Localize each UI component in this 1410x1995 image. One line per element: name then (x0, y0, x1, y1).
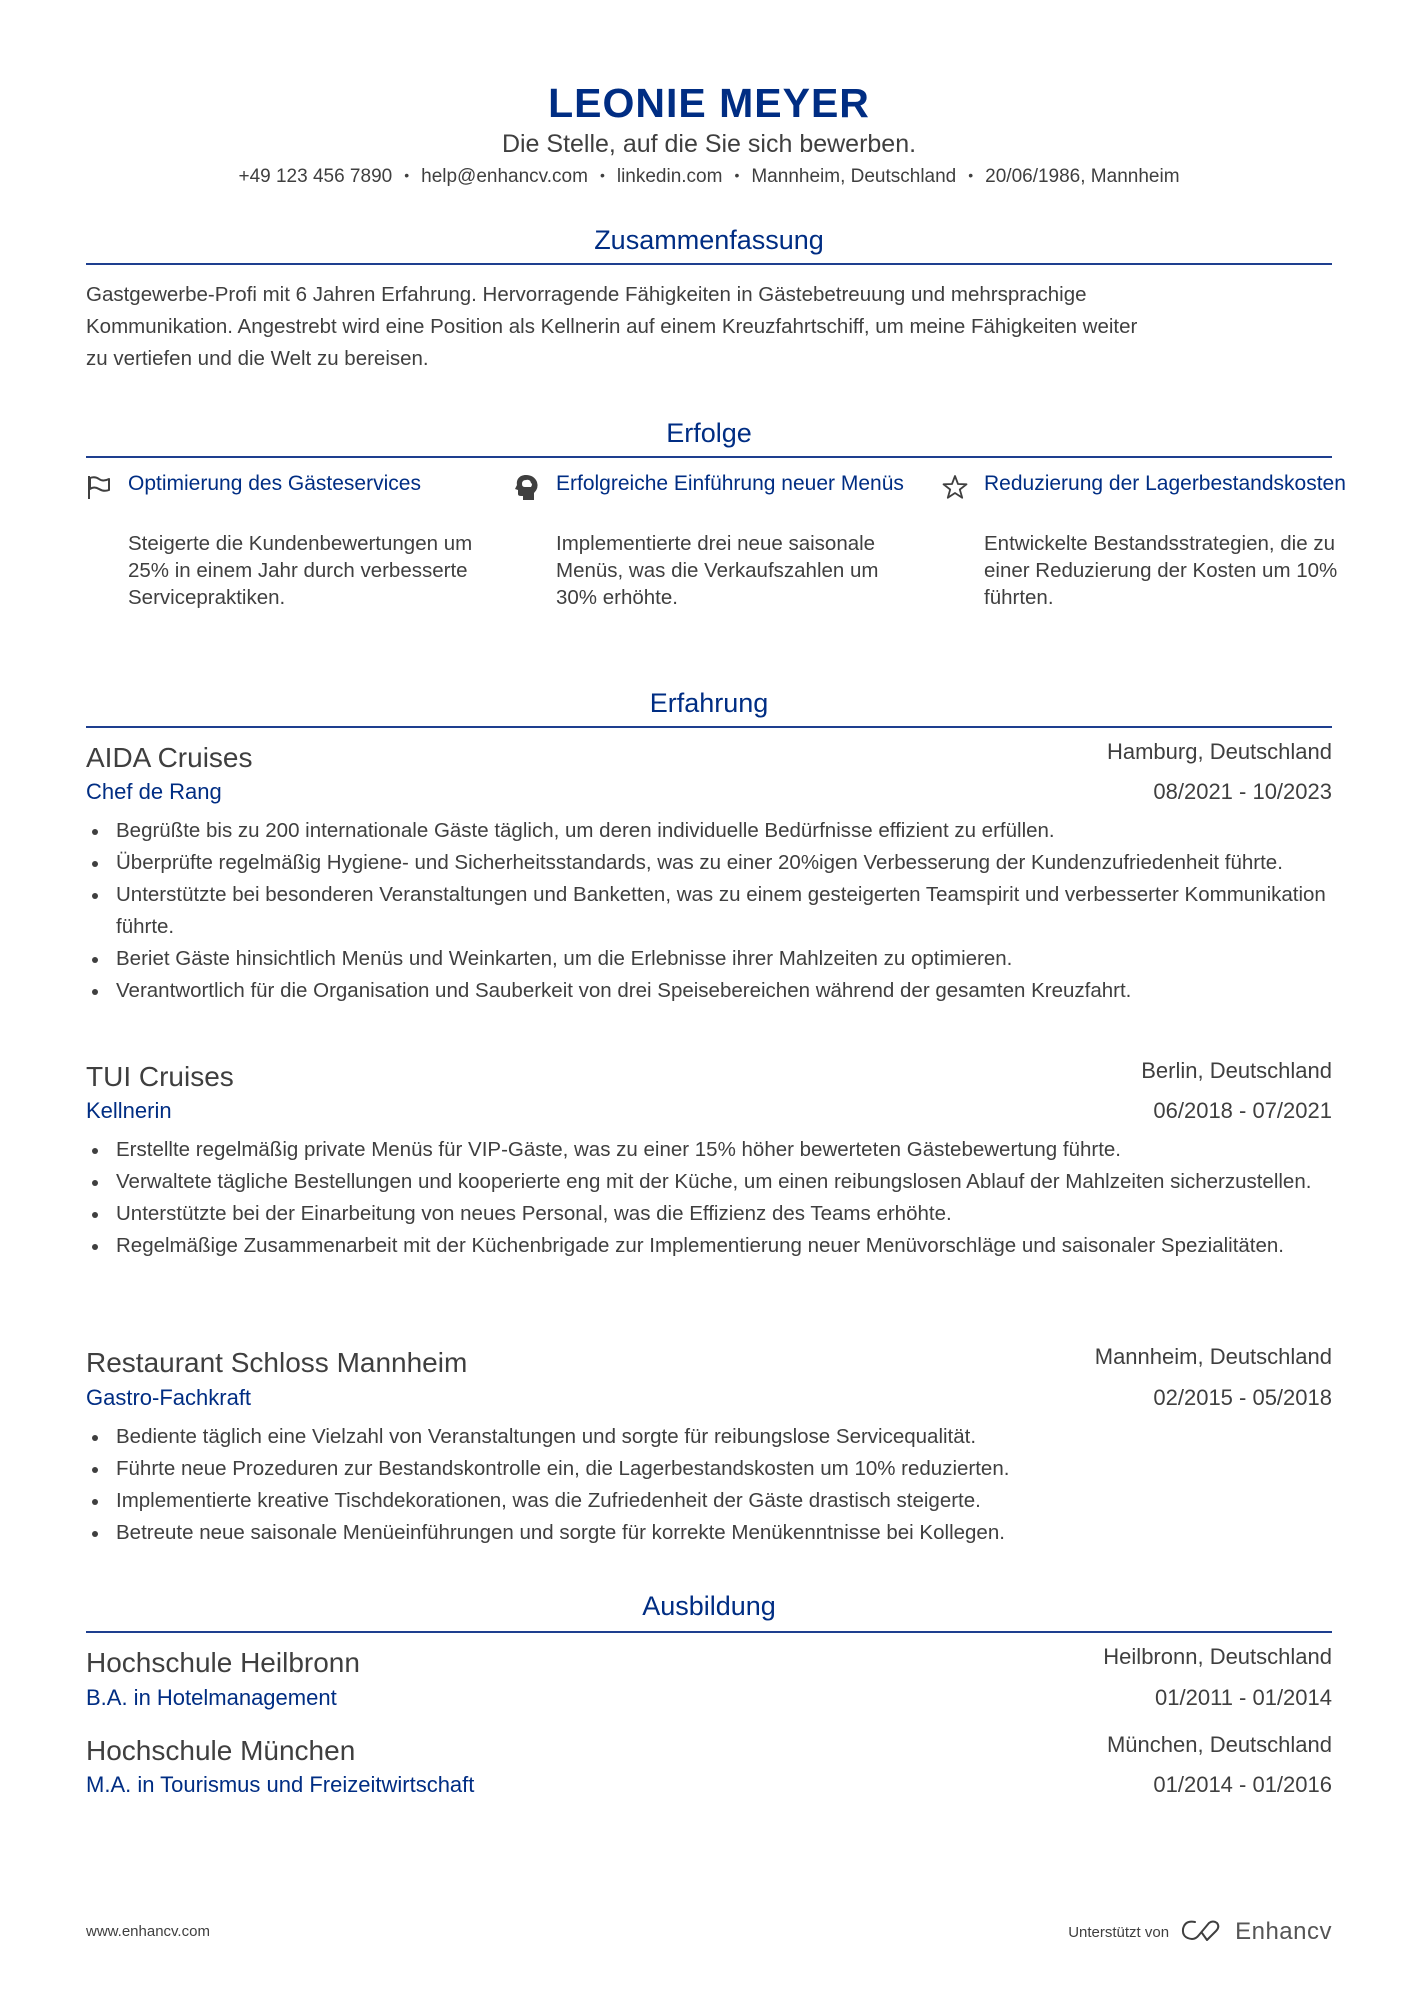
job-bullets (86, 1134, 1332, 1262)
achievement-title: Reduzierung der Lagerbestandskosten (984, 472, 1346, 495)
bullet-item: Überprüfte regelmäßig Hygiene- und Sicherheitsstandards, was zu einer 20%igen Verbesserung der Kundenzufriedenheit führte. (86, 847, 1332, 879)
job-company: Restaurant Schloss Mannheim (86, 1347, 468, 1378)
bullet-dot (92, 829, 98, 835)
bullet-item: Verantwortlich für die Organisation und Sauberkeit von drei Speisebereichen während der gesamten Kreuzfahrt. (86, 975, 1332, 1007)
job-dates: 08/2021 - 10/2023 (1153, 779, 1332, 804)
education-location: Heilbronn, Deutschland (1103, 1644, 1332, 1669)
bullet-dot (92, 1148, 98, 1154)
bullet-dot (92, 1499, 98, 1505)
bullet-item: Unterstützte bei der Einarbeitung von neues Personal, was die Effizienz des Teams erhöhte. (86, 1198, 1332, 1230)
job-dates: 06/2018 - 07/2021 (1153, 1098, 1332, 1123)
bullet-dot (92, 893, 98, 899)
bullet-dot (92, 1180, 98, 1186)
job-role: Chef de Rang (86, 779, 222, 804)
enhancv-logo-icon (1179, 1918, 1225, 1946)
achievement-description: Entwickelte Bestandsstrategien, die zu einer Reduzierung der Kosten um 10% führten. (984, 532, 1338, 609)
bullet-item: Beriet Gäste hinsichtlich Menüs und Weinkarten, um die Erlebnisse ihrer Mahlzeiten zu optimieren. (86, 943, 1332, 975)
job-location: Hamburg, Deutschland (1106, 739, 1332, 764)
candidate-name: LEONIE MEYER (548, 80, 870, 126)
education-dates: 01/2011 - 01/2014 (1155, 1685, 1332, 1710)
contact-linkedin[interactable]: linkedin.com (616, 166, 723, 187)
achievement-title: Optimierung des Gästeservices (128, 472, 421, 495)
contact-email[interactable]: help@enhancv.com (421, 166, 588, 187)
star-icon (942, 474, 968, 500)
powered-by-label: Unterstützt von (1068, 1923, 1170, 1941)
section-divider (86, 263, 1332, 265)
bullet-dot (92, 1531, 98, 1537)
summary-text (86, 279, 1137, 375)
job-company: TUI Cruises (86, 1061, 234, 1092)
education-degree: B.A. in Hotelmanagement (86, 1685, 337, 1710)
education-school: Hochschule München (86, 1735, 356, 1766)
flag-icon (86, 474, 112, 500)
bullet-item: Bediente täglich eine Vielzahl von Veranstaltungen und sorgte für reibungslose Servicequalität. (86, 1421, 1332, 1453)
bullet-item: Unterstützte bei besonderen Veranstaltungen und Banketten, was zu einem gesteigerten Teamspirit und verbesserter Kommunikation führte. (86, 879, 1332, 943)
section-divider (86, 726, 1332, 728)
contact-location: Mannheim, Deutschland (751, 166, 957, 187)
bullet-item: Implementierte kreative Tischdekorationen, was die Zufriedenheit der Gäste drastisch steigerte. (86, 1485, 1332, 1517)
head-brain-icon (514, 474, 540, 500)
bullet-item: Verwaltete tägliche Bestellungen und kooperierte eng mit der Küche, um einen reibungslosen Ablauf der Mahlzeiten sicherzustellen. (86, 1166, 1332, 1198)
section-divider (86, 456, 1332, 458)
bullet-item: Betreute neue saisonale Menüeinführungen und sorgte für korrekte Menükenntnisse bei Kollegen. (86, 1517, 1332, 1549)
section-title-summary: Zusammenfassung (594, 225, 824, 255)
brand-name: Enhancv (1235, 1918, 1332, 1945)
resume-page (86, 0, 1346, 1995)
education-location: München, Deutschland (1106, 1732, 1332, 1757)
education-dates: 01/2014 - 01/2016 (1153, 1772, 1332, 1797)
separator: • (599, 167, 605, 183)
summary-line: Kommunikation. Angestrebt wird eine Position als Kellnerin auf einem Kreuzfahrtschiff, um meine Fähigkeiten weiter (86, 315, 1138, 338)
achievement-description: Steigerte die Kundenbewertungen um 25% in einem Jahr durch verbesserte Servicepraktiken. (128, 532, 473, 609)
contact-row (86, 165, 1332, 189)
separator: • (404, 167, 410, 183)
footer-branding (1068, 1915, 1332, 1949)
footer-website[interactable]: www.enhancv.com (86, 1923, 210, 1940)
job-location: Mannheim, Deutschland (1094, 1344, 1332, 1369)
bullet-dot (92, 1435, 98, 1441)
job-role: Kellnerin (86, 1098, 172, 1123)
job-dates: 02/2015 - 05/2018 (1153, 1385, 1332, 1410)
achievement-title: Erfolgreiche Einführung neuer Menüs (556, 472, 904, 495)
bullet-item: Regelmäßige Zusammenarbeit mit der Küchenbrigade zur Implementierung neuer Menüvorschläge und saisonaler Spezialitäten. (86, 1230, 1332, 1262)
bullet-dot (92, 1467, 98, 1473)
section-title-experience: Erfahrung (649, 688, 769, 718)
bullet-dot (92, 1244, 98, 1250)
section-title-education: Ausbildung (642, 1591, 776, 1621)
section-divider (86, 1631, 1332, 1633)
job-location: Berlin, Deutschland (1141, 1058, 1332, 1083)
job-bullets (86, 815, 1332, 1007)
contact-birth: 20/06/1986, Mannheim (985, 166, 1180, 187)
summary-line: zu vertiefen und die Welt zu bereisen. (86, 347, 429, 370)
education-degree: M.A. in Tourismus und Freizeitwirtschaft (86, 1772, 475, 1797)
bullet-item: Erstellte regelmäßig private Menüs für VIP-Gäste, was zu einer 15% höher bewerteten Gästebewertung führte. (86, 1134, 1332, 1166)
separator: • (734, 167, 740, 183)
job-company: AIDA Cruises (86, 742, 253, 773)
summary-line: Gastgewerbe-Profi mit 6 Jahren Erfahrung. Hervorragende Fähigkeiten in Gästebetreuung und mehrsprachige (86, 283, 1087, 306)
bullet-item: Begrüßte bis zu 200 internationale Gäste täglich, um deren individuelle Bedürfnisse effizient zu erfüllen. (86, 815, 1332, 847)
bullet-dot (92, 861, 98, 867)
job-bullets (86, 1421, 1332, 1549)
job-title: Die Stelle, auf die Sie sich bewerben. (501, 130, 917, 158)
education-school: Hochschule Heilbronn (86, 1647, 360, 1678)
achievement-description: Implementierte drei neue saisonale Menüs, was die Verkaufszahlen um 30% erhöhte. (556, 532, 879, 609)
contact-phone[interactable]: +49 123 456 7890 (238, 166, 393, 187)
bullet-item: Führte neue Prozeduren zur Bestandskontrolle ein, die Lagerbestandskosten um 10% reduzierten. (86, 1453, 1332, 1485)
separator: • (968, 167, 974, 183)
job-role: Gastro-Fachkraft (86, 1385, 252, 1410)
bullet-dot (92, 989, 98, 995)
bullet-dot (92, 1212, 98, 1218)
section-title-achievements: Erfolge (666, 418, 752, 448)
bullet-dot (92, 957, 98, 963)
